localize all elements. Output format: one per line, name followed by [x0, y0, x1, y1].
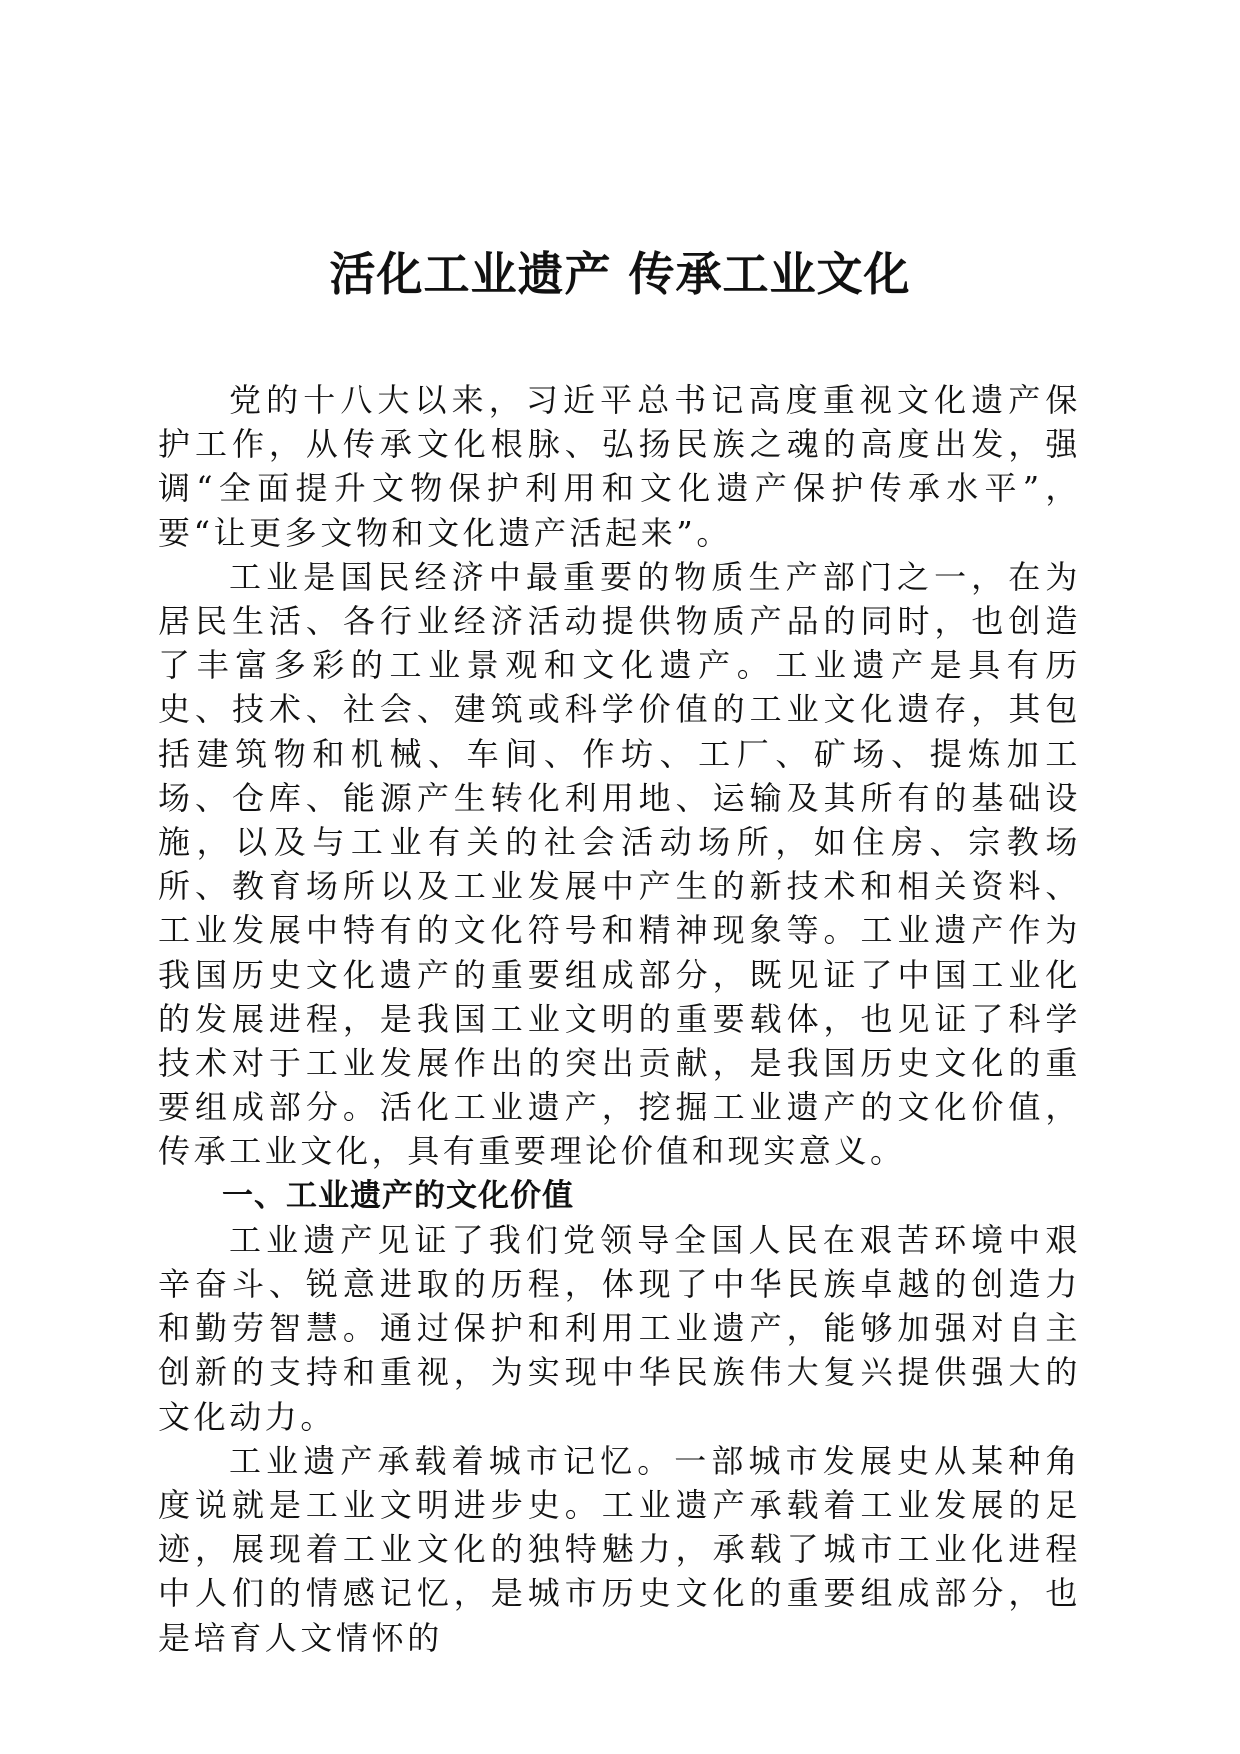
paragraph-section-2: 工业遗产承载着城市记忆。一部城市发展史从某种角度说就是工业文明进步史。工业遗产承载着工业发展的足迹，展现着工业文化的独特魅力，承载了城市工业化进程中人们的情感记忆，是城市历史文化的重要组成部分，也是培育人文情怀的 [158, 1441, 1081, 1657]
paragraph-section-1: 工业遗产见证了我们党领导全国人民在艰苦环境中艰辛奋斗、锐意进取的历程，体现了中华民族卓越的创造力和勤劳智慧。通过保护和利用工业遗产，能够加强对自主创新的支持和重视，为实现中华民族伟大复兴提供强大的文化动力。 [158, 1220, 1081, 1436]
section-heading: 一、工业遗产的文化价值 [222, 1177, 574, 1214]
paragraph-intro: 党的十八大以来，习近平总书记高度重视文化遗产保护工作，从传承文化根脉、弘扬民族之魂的高度出发，强调“全面提升文物保护利用和文化遗产保护传承水平”，要“让更多文物和文化遗产活起来”。 [158, 381, 1081, 552]
document-title: 活化工业遗产 传承工业文化 [329, 247, 911, 301]
paragraph-industrial-heritage: 工业是国民经济中最重要的物质生产部门之一，在为居民生活、各行业经济活动提供物质产品的同时，也创造了丰富多彩的工业景观和文化遗产。工业遗产是具有历史、技术、社会、建筑或科学价值的工业文化遗存，其包括建筑物和机械、车间、作坊、工厂、矿场、提炼加工场、仓库、能源产生转化利用地、运输及其所有的基础设施，以及与工业有关的社会活动场所，如住房、宗教场所、教育场所以及工业发展中产生的新技术和相关资料、工业发展中特有的文化符号和精神现象等。工业遗产作为我国历史文化遗产的重要组成部分，既见证了中国工业化的发展进程，是我国工业文明的重要载体，也见证了科学技术对于工业发展作出的突出贡献，是我国历史文化的重要组成部分。活化工业遗产，挖掘工业遗产的文化价值，传承工业文化，具有重要理论价值和现实意义。 [158, 557, 1081, 1171]
document-body [158, 378, 1081, 1660]
